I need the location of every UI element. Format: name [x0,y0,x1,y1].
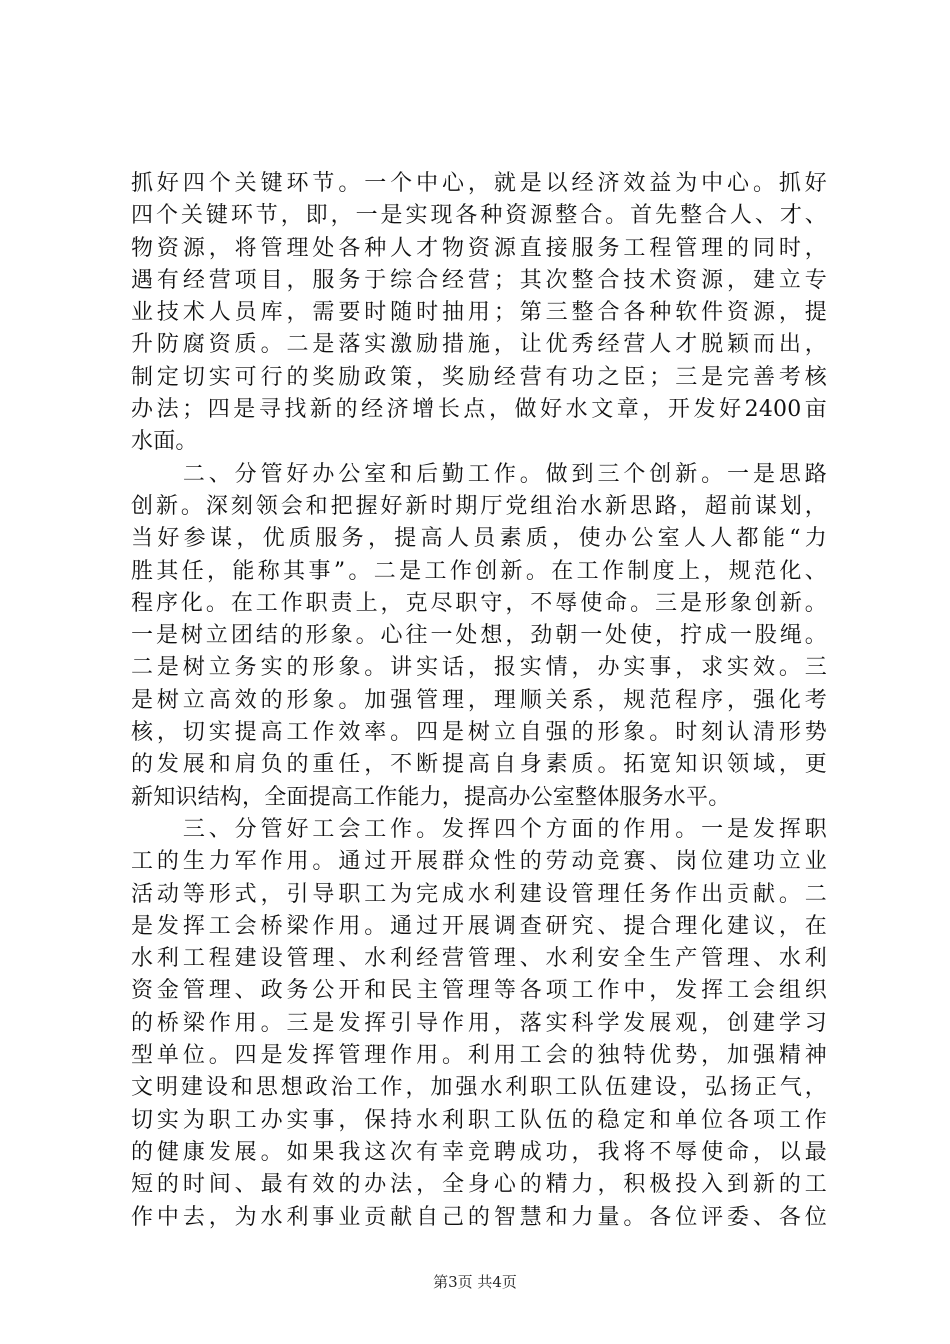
text-line: 胜其任，能称其事”。二是工作创新。在工作制度上，规范化、 [131,558,827,584]
text-line: 文明建设和思想政治工作，加强水利职工队伍建设，弘扬正气， [131,1075,827,1101]
text-line: 三、分管好工会工作。发挥四个方面的作用。一是发挥职 [131,816,827,842]
text-line: 是发挥工会桥梁作用。通过开展调查研究、提合理化建议，在 [131,913,827,939]
text-line: 型单位。四是发挥管理作用。利用工会的独特优势，加强精神 [131,1043,827,1069]
text-line: 四个关键环节，即，一是实现各种资源整合。首先整合人、才、 [131,203,827,229]
text-line: 水面。 [131,429,198,455]
text-line: 的发展和肩负的重任，不断提高自身素质。拓宽知识领域，更 [131,752,827,778]
text-line: 资金管理、政务公开和民主管理等各项工作中，发挥工会组织 [131,978,827,1004]
text-line: 升防腐资质。二是落实激励措施，让优秀经营人才脱颖而出， [131,332,827,358]
text-line: 切实为职工办实事，保持水利职工队伍的稳定和单位各项工作 [131,1107,827,1133]
text-line: 制定切实可行的奖励政策，奖励经营有功之臣；三是完善考核 [131,364,827,390]
text-line: 二是树立务实的形象。讲实话，报实情，办实事，求实效。三 [131,655,827,681]
text-line: 创新。深刻领会和把握好新时期厅党组治水新思路，超前谋划， [131,493,827,519]
text-line: 作中去，为水利事业贡献自己的智慧和力量。各位评委、各位 [131,1204,827,1230]
text-line: 新知识结构，全面提高工作能力，提高办公室整体服务水平。 [131,784,731,810]
text-line: 是树立高效的形象。加强管理，理顺关系，规范程序，强化考 [131,687,827,713]
text-line: 活动等形式，引导职工为完成水利建设管理任务作出贡献。二 [131,881,827,907]
text-line: 二、分管好办公室和后勤工作。做到三个创新。一是思路 [131,461,827,487]
text-line: 物资源，将管理处各种人才物资源直接服务工程管理的同时， [131,235,827,261]
text-line: 水利工程建设管理、水利经营管理、水利安全生产管理、水利 [131,946,827,972]
text-line: 程序化。在工作职责上，克尽职守，不辱使命。三是形象创新。 [131,590,827,616]
text-line: 的桥梁作用。三是发挥引导作用，落实科学发展观，创建学习 [131,1010,827,1036]
page-footer: 第3页 共4页 [433,1273,517,1291]
text-line: 遇有经营项目，服务于综合经营；其次整合技术资源，建立专 [131,267,827,293]
text-line: 工的生力军作用。通过开展群众性的劳动竞赛、岗位建功立业 [131,849,827,875]
text-line: 抓好四个关键环节。一个中心，就是以经济效益为中心。抓好 [131,171,827,196]
text-line: 一是树立团结的形象。心往一处想，劲朝一处使，拧成一股绳。 [131,623,827,649]
text-line: 当好参谋，优质服务，提高人员素质，使办公室人人都能“力 [131,526,827,552]
text-line: 业技术人员库，需要时随时抽用；第三整合各种软件资源，提 [131,300,827,326]
document-body [131,168,827,1234]
text-line: 核，切实提高工作效率。四是树立自强的形象。时刻认清形势 [131,720,827,746]
text-line: 办法；四是寻找新的经济增长点，做好水文章，开发好2400亩 [131,397,827,423]
text-line: 短的时间、最有效的办法，全身心的精力，积极投入到新的工 [131,1172,827,1198]
text-line: 的健康发展。如果我这次有幸竞聘成功，我将不辱使命，以最 [131,1139,827,1165]
